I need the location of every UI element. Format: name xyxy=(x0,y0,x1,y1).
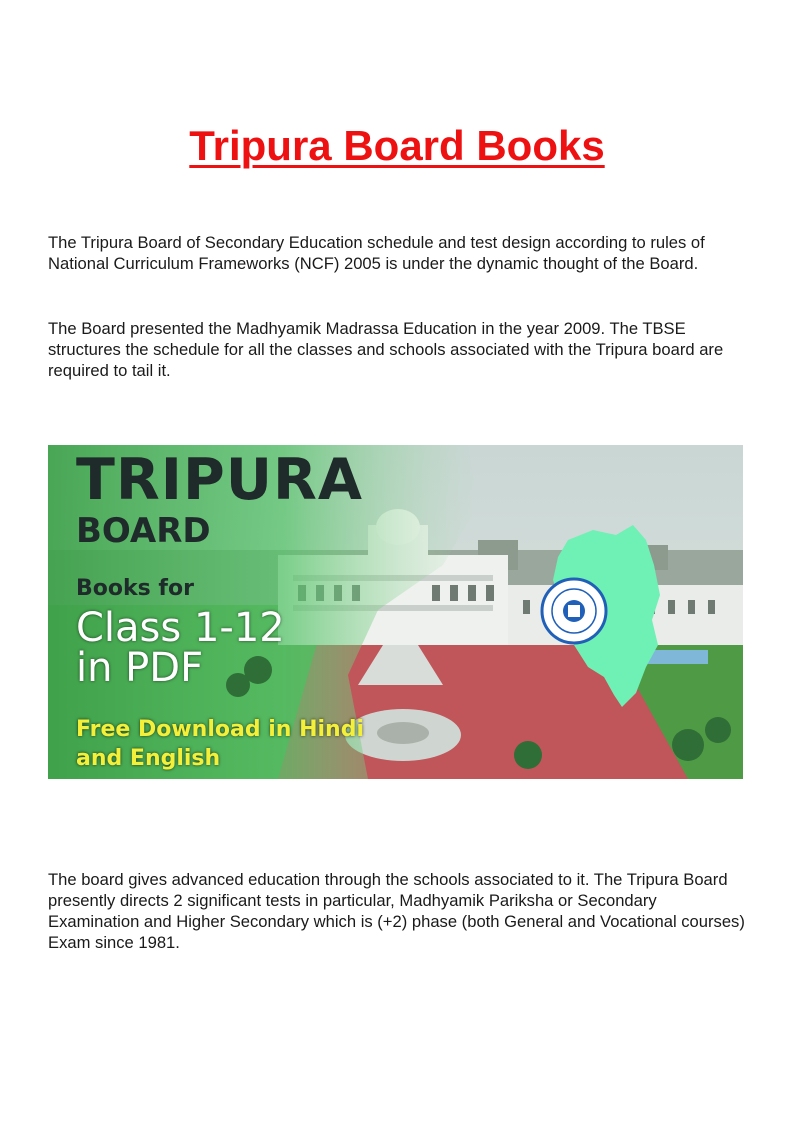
banner-headline-tripura: TRIPURA xyxy=(76,447,364,513)
banner-in-pdf: in PDF xyxy=(76,645,204,691)
banner-free-download: Free Download in Hindi xyxy=(76,717,365,742)
banner-headline-board: BOARD xyxy=(76,511,211,551)
tripura-board-banner-image xyxy=(48,445,743,779)
exams-paragraph: The board gives advanced education through the schools associated to it. The Tripura Board presently directs 2 significant tests in particular, Madhyamik Pariksha or Secondary Examination and Higher Secondary which is (+2) phase (both General and Vocational courses) Exam since 1981. xyxy=(48,870,745,952)
intro-paragraph: The Tripura Board of Secondary Education schedule and test design according to rules of National Curriculum Frameworks (NCF) 2005 is under the dynamic thought of the Board. xyxy=(48,233,705,273)
page-title xyxy=(0,122,794,170)
banner-books-for: Books for xyxy=(76,576,194,601)
page-title-text: Tripura Board Books xyxy=(189,122,605,169)
history-paragraph: The Board presented the Madhyamik Madrassa Education in the year 2009. The TBSE structures the schedule for all the classes and schools associated with the Tripura board are required to tail it. xyxy=(48,319,724,380)
banner-languages: and English xyxy=(76,746,221,771)
tbse-emblem-icon xyxy=(542,579,606,643)
banner-class-range: Class 1-12 xyxy=(76,605,285,651)
